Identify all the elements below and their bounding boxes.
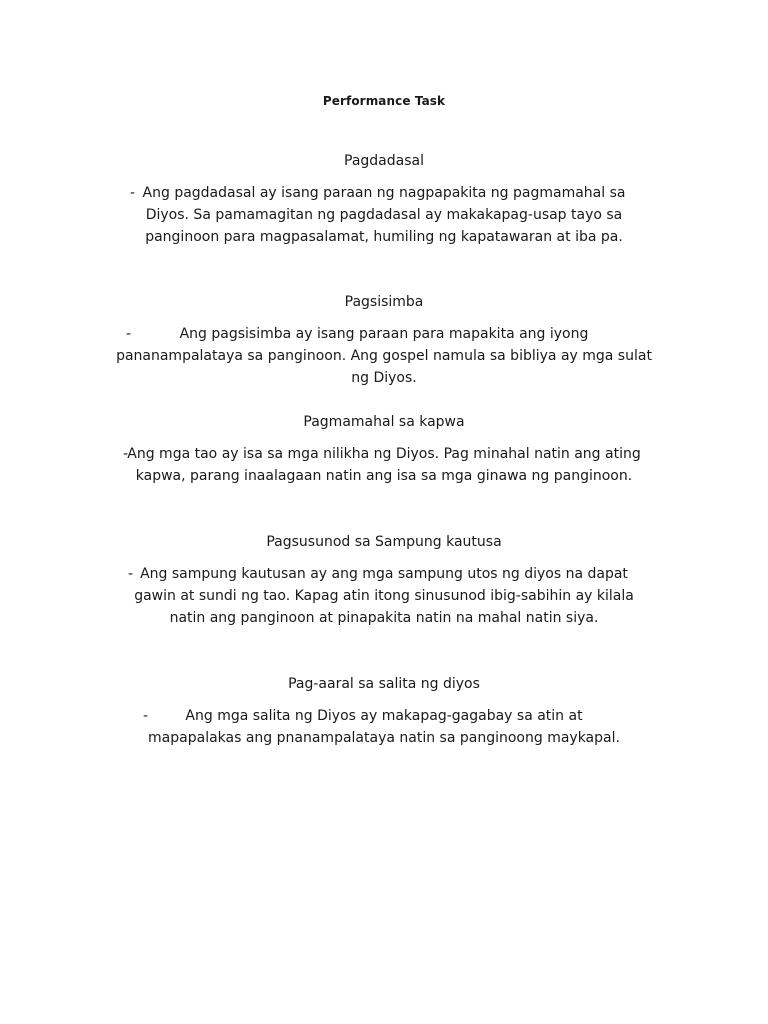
- bullet-dash: -: [128, 566, 134, 582]
- document-title: Performance Task: [322, 94, 446, 108]
- bullet-item: [0, 182, 768, 248]
- bullet-dash: -: [143, 708, 149, 724]
- section-heading: Pag-aaral sa salita ng diyos: [288, 676, 480, 692]
- section-heading: Pagdadasal: [344, 153, 424, 169]
- bullet-item: [0, 705, 768, 749]
- bullet-text: Ang mga salita ng Diyos ay makapag-gagabay sa atin at mapapalakas ang pnanampalataya natin sa panginoong maykapal.: [148, 708, 620, 746]
- section-heading: Pagmamahal sa kapwa: [303, 414, 465, 430]
- section-pagmamahal-sa-kapwa: [0, 411, 768, 487]
- section-heading: Pagsisimba: [344, 294, 424, 310]
- bullet-text: Ang pagsisimba ay isang paraan para mapakita ang iyong pananampalataya sa panginoon. Ang gospel namula sa bibliya ay mga sulat ng Diyos.: [116, 326, 652, 386]
- bullet-text: Ang pagdadasal ay isang paraan ng nagpapakita ng pagmamahal sa Diyos. Sa pamamagitan ng pagdadasal ay makakapag-usap tayo sa panginoon para magpasalamat, humiling ng kapatawaran at iba pa.: [142, 185, 626, 245]
- section-pagdadasal: [0, 150, 768, 248]
- bullet-dash: -: [130, 185, 136, 201]
- bullet-text: Ang mga tao ay isa sa mga nilikha ng Diyos. Pag minahal natin ang ating kapwa, parang inaalagaan natin ang isa sa mga ginawa ng panginoon.: [127, 446, 641, 484]
- bullet-item: [0, 563, 768, 629]
- bullet-item: [0, 323, 768, 389]
- bullet-dash: -: [123, 446, 129, 462]
- bullet-item: [0, 443, 768, 487]
- section-pag-aaral-sa-salita-ng-diyos: [0, 673, 768, 749]
- bullet-text: Ang sampung kautusan ay ang mga sampung utos ng diyos na dapat gawin at sundi ng tao. Kapag atin itong sinusunod ibig-sabihin ay kilala natin ang panginoon at pinapakita natin na mahal natin siya.: [134, 566, 634, 626]
- bullet-dash: -: [126, 326, 132, 342]
- section-pagsusunod-sa-sampung-kautusa: [0, 531, 768, 629]
- section-pagsisimba: [0, 291, 768, 389]
- section-heading: Pagsusunod sa Sampung kautusa: [266, 534, 502, 550]
